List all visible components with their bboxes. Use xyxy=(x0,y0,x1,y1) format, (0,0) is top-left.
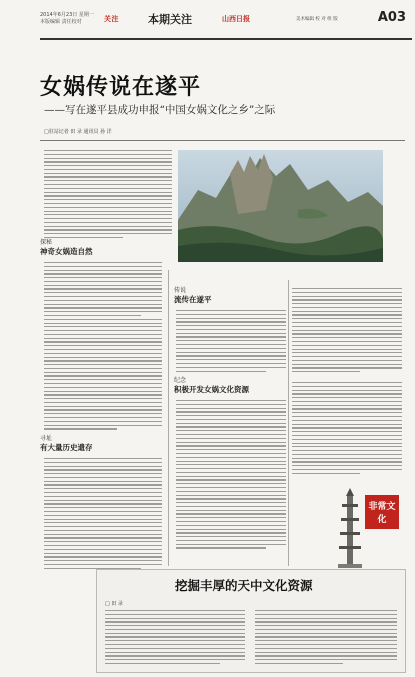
paper-logo: 山西日报 xyxy=(222,15,250,23)
landscape-photo xyxy=(178,150,383,262)
section-title: 流传在遂平 xyxy=(174,295,212,304)
section-title: 神奇女娲造自然 xyxy=(40,247,93,256)
commentary-text-left xyxy=(105,610,245,667)
article-subtitle: ——写在遂平县成功申报“中国女娲文化之乡”之际 xyxy=(44,104,276,116)
section-head-1 xyxy=(40,238,93,256)
section-3-text xyxy=(44,458,162,571)
red-tag: 关注 xyxy=(104,15,119,23)
column-rule xyxy=(168,270,169,566)
kicker: 寻址 xyxy=(40,435,53,442)
kicker: 纪念 xyxy=(174,377,187,384)
commentary-title: 挖掘丰厚的天中文化资源 xyxy=(175,578,313,593)
section-4-text xyxy=(176,400,286,551)
page-number: A03 xyxy=(377,10,406,25)
section-2-text xyxy=(176,310,286,374)
masthead xyxy=(40,8,412,40)
section-head-2 xyxy=(174,286,212,304)
commentary-box xyxy=(96,569,406,673)
feature-badge: 非常文化 xyxy=(365,495,399,529)
intro-text xyxy=(44,150,172,241)
kicker: 传说 xyxy=(174,287,187,294)
section-2-text-right xyxy=(292,288,402,375)
pagoda-icon xyxy=(336,488,364,570)
article-title: 女娲传说在遂平 xyxy=(40,74,202,100)
column-rule-2 xyxy=(288,280,289,566)
issue-date xyxy=(40,12,94,26)
section-title: 有大量历史遗存 xyxy=(40,443,93,452)
section-4-text-right xyxy=(292,382,402,477)
section-1-text xyxy=(44,262,162,432)
section-head-3 xyxy=(40,434,93,452)
commentary-author: □ 田 录 xyxy=(105,601,123,607)
staff-credits: 美术编辑 校 对 组 版 xyxy=(296,17,338,22)
kicker: 探秘 xyxy=(40,239,53,246)
section-head-4 xyxy=(174,376,249,394)
editor-label: 本版编辑 责任校对 xyxy=(40,19,82,25)
section-title: 积极开发女娲文化资源 xyxy=(174,385,249,394)
column-name: 本期关注 xyxy=(148,13,192,26)
divider xyxy=(40,140,405,141)
byline: □驻站记者 田 录 通讯员 孙 洋 xyxy=(44,129,112,135)
commentary-text-right xyxy=(255,610,397,667)
date-text: 2014年6月23日 星期一 xyxy=(40,12,94,18)
